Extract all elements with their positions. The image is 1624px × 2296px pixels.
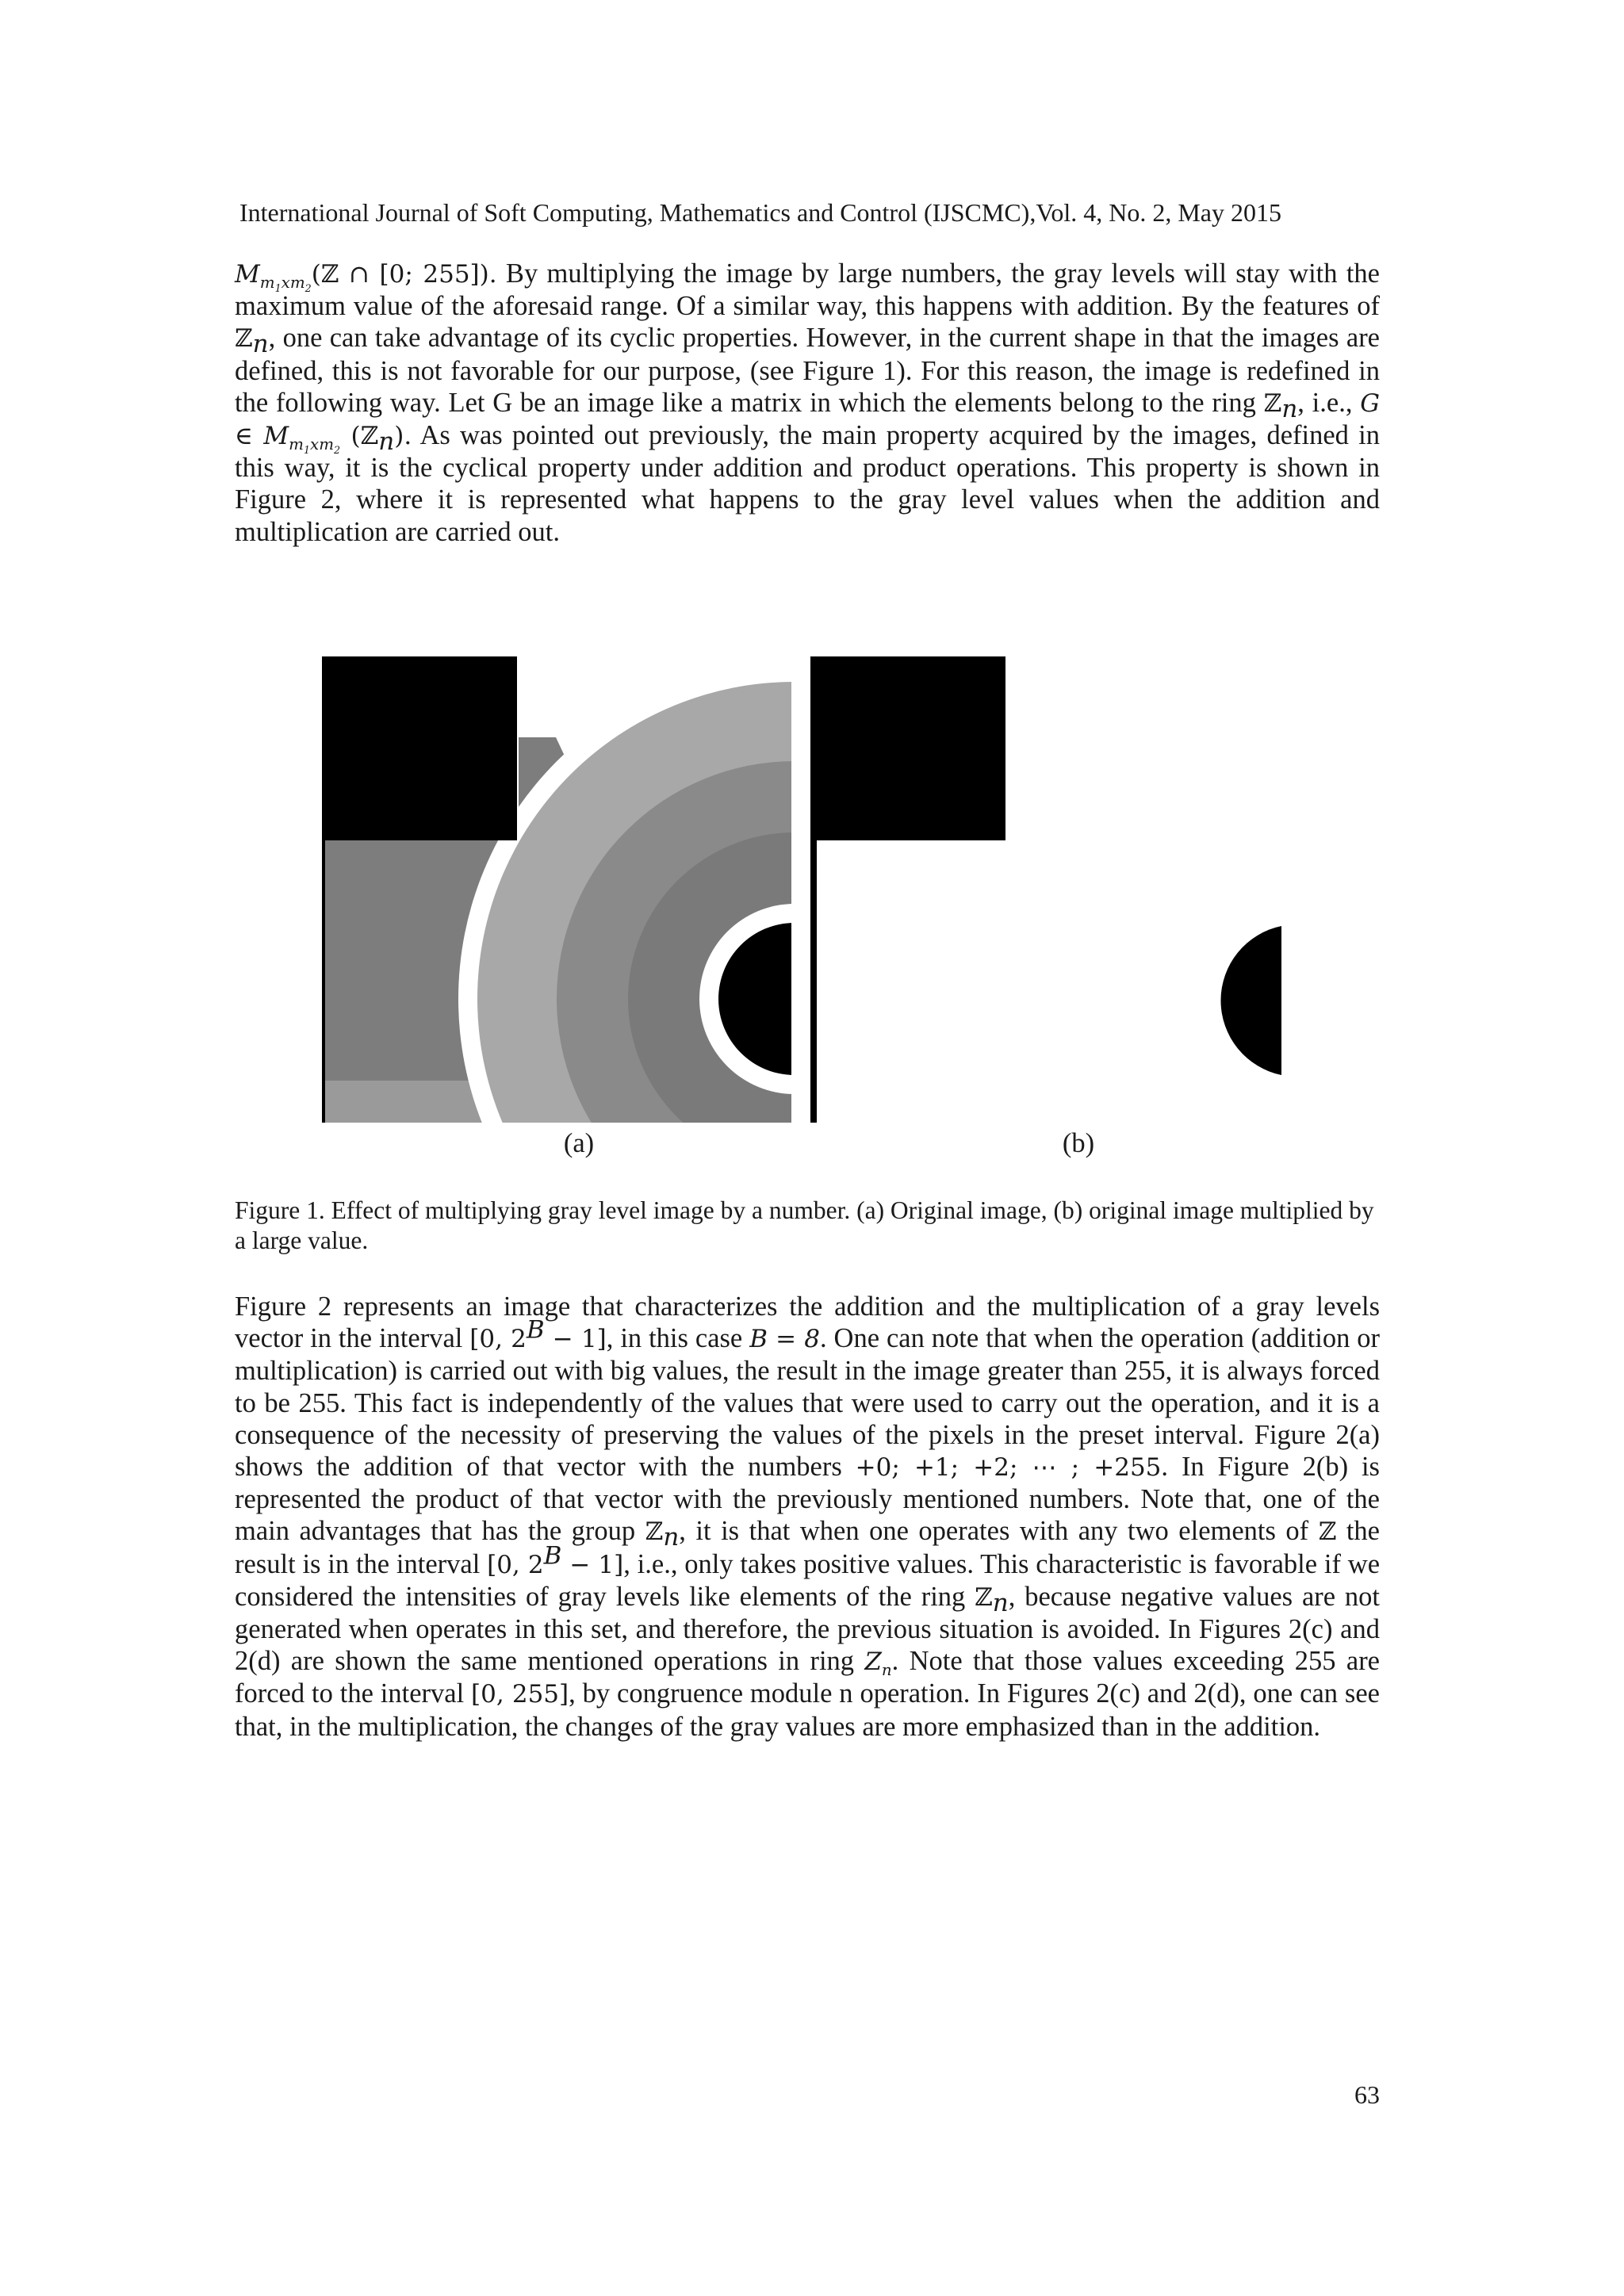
text-run: . Note that those values exceeding 255 are forced to the interval xyxy=(235,1646,1380,1709)
figure-label-a: (a) xyxy=(563,1128,595,1158)
math-zn: ℤ$_n$ xyxy=(235,324,269,359)
math-zn-italic: $Z_n$ xyxy=(864,1647,892,1680)
text-run: . In Figure 2(b) is represented the product of that vector with the previously mentioned numbers. Note that, one of the main advantages that has the group xyxy=(235,1452,1380,1547)
math-g-set: (ℤ$_n$). xyxy=(340,422,412,457)
math-b-equals: B = 8 xyxy=(749,1325,820,1354)
math-set-range: (ℤ ∩ [0; 255]). xyxy=(311,260,497,289)
paragraph-2 xyxy=(235,1291,1380,1743)
figure-1-caption: Figure 1. Effect of multiplying gray level image by a number. (a) Original image, (b) original image multiplied by a large value. xyxy=(235,1196,1374,1254)
math-g-def: G ∈ $M_{m_1xm_2}$ xyxy=(235,388,1380,457)
text-run: , by congruence module n operation. In Figures 2(c) and 2(d), one can see that, in the multiplication, the changes of the gray values are more emphasized than in the addition. xyxy=(235,1678,1380,1742)
text-run: , because negative values are not generated when operates in this set, and therefore, the previous situation is avoided. In Figures 2(c) and 2(d) are shown the same mentioned operations in ring xyxy=(235,1581,1380,1677)
text-run: the result is in the interval xyxy=(235,1516,1380,1579)
math-number-list: +0; +1; +2; ⋯ ; +255 xyxy=(855,1453,1162,1483)
math-interval: [0, $2^B - 1$] xyxy=(487,1541,624,1579)
math-interval: [0, $2^B - 1$] xyxy=(469,1315,607,1354)
figure-1b-multiplied-image xyxy=(810,656,1286,1123)
math-zn: ℤ$_n$ xyxy=(645,1517,680,1552)
text-run: By multiplying the image by large numbers, the gray levels will stay with the maximum value of the aforesaid range. Of a similar way, this happens with addition. By the features of xyxy=(235,258,1380,322)
text-run: , one can take advantage of its cyclic properties. However, in the current shape in that the images are defined, this is not favorable for our purpose, (see Figure 1). For this reason, the image is redefined in the following way. Let G be an image like a matrix in which the elements belong to the ring xyxy=(235,323,1380,418)
text-run: As was pointed out previously, the main property acquired by the images, defined in this way, it is the cyclical property under addition and product operations. This property is shown in Figure 2, where it is represented what happens to the gray level values when the addition and multiplication are carried out. xyxy=(235,420,1380,547)
page-number: 63 xyxy=(1354,2080,1380,2109)
text-run: , i.e., only takes positive values. This characteristic is favorable if we considered the intensities of gray levels like elements of the ring xyxy=(235,1548,1381,1612)
text-run: . One can note that when the operation (addition or multiplication) is carried out with big values, the result in the image greater than 255, it is always forced to be 255. This fact is independently of the values that were used to carry out the operation, and it is a consequence of the necessity of preserving the values of the pixels in the preset interval. Figure 2(a) shows the addition of that vector with the numbers xyxy=(235,1323,1380,1483)
math-interval-255: [0, 255] xyxy=(471,1680,569,1709)
text-run: Figure 2 represents an image that characterizes the addition and the multiplication of a gray levels vector in the interval xyxy=(235,1292,1380,1354)
math-zn: ℤ$_n$ xyxy=(1263,388,1298,423)
text-run: , i.e., xyxy=(1297,387,1361,418)
running-header: International Journal of Soft Computing, Mathematics and Control (IJSCMC),Vol. 4, No. 2, May 2015 xyxy=(239,198,1281,227)
paragraph-1 xyxy=(235,258,1380,548)
figure-label-b: (b) xyxy=(1062,1128,1095,1158)
figure-1a-original-image xyxy=(322,656,795,1123)
math-z: ℤ xyxy=(1318,1517,1337,1547)
text-run: , it is that when one operates with any two elements of xyxy=(679,1516,1319,1547)
math-zn: ℤ$_n$ xyxy=(975,1582,1009,1618)
text-run: , in this case xyxy=(606,1323,750,1354)
math-matrix-set: $M_{m_1xm_2}$ xyxy=(235,260,312,295)
